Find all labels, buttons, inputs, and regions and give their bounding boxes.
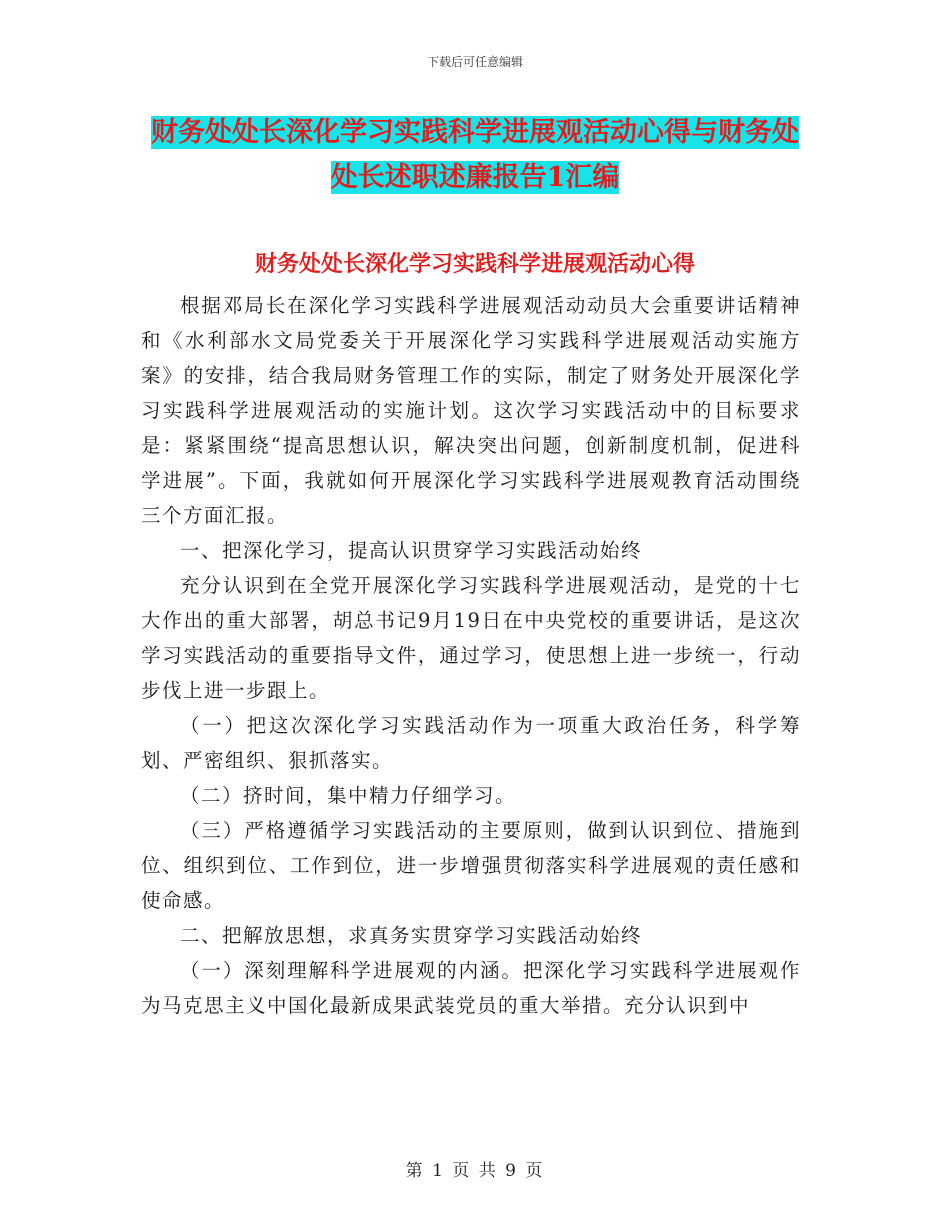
heading-one: 一、把深化学习，提高认识贯穿学习实践活动始终 (180, 539, 643, 562)
paragraph: 根据邓局长在深化学习实践科学进展观活动动员大会重要讲话精神和《水利部水文局党委关于开展深化学习实践科学进展观活动实施方案》的安排，结合我局财务管理工作的实际，制定了财务处开展深化学习实践科学进展观活动的实施计划。这次学习实践活动中的目标要求是：紧紧围绕“提高思想认识，解决突出问题，创新制度机制，促进科学进展”。下面，我就如何开展深化学习实践科学进展观教育活动围绕三个方面汇报。 (141, 294, 801, 527)
paragraph: 充分认识到在全党开展深化学习实践科学进展观活动，是党的十七大作出的重大部署，胡总书记9月19日在中央党校的重要讲话，是这次学习实践活动的重要指导文件，通过学习，使思想上进一步统一，行动步伐上进一步跟上。 (141, 574, 801, 702)
list-item: （一）深刻理解科学进展观的内涵。把深化学习实践科学进展观作为马克思主义中国化最新成果武装党员的重大举措。充分认识到中 (141, 959, 801, 1017)
page-footer: 第 1 页 共 9 页 (405, 1161, 545, 1181)
document-title-text: 财务处处长深化学习实践科学进展观活动心得与财务处处长述职述廉报告1汇编 (151, 117, 799, 193)
list-item: （三）严格遵循学习实践活动的主要原则，做到认识到位、措施到位、组织到位、工作到位，进一步增强贯彻落实科学进展观的责任感和使命感。 (141, 819, 801, 912)
list-item: （一）把这次深化学习实践活动作为一项重大政治任务，科学筹划、严密组织、狠抓落实。 (141, 714, 801, 772)
header-note: 下载后可任意编辑 (426, 55, 523, 69)
heading-two: 二、把解放思想，求真务实贯穿学习实践活动始终 (180, 924, 643, 947)
body-text (141, 288, 801, 1023)
section-title: 财务处处长深化学习实践科学进展观活动心得 (254, 251, 695, 277)
document-title (140, 110, 810, 200)
list-item: （二）挤时间，集中精力仔细学习。 (180, 784, 517, 807)
